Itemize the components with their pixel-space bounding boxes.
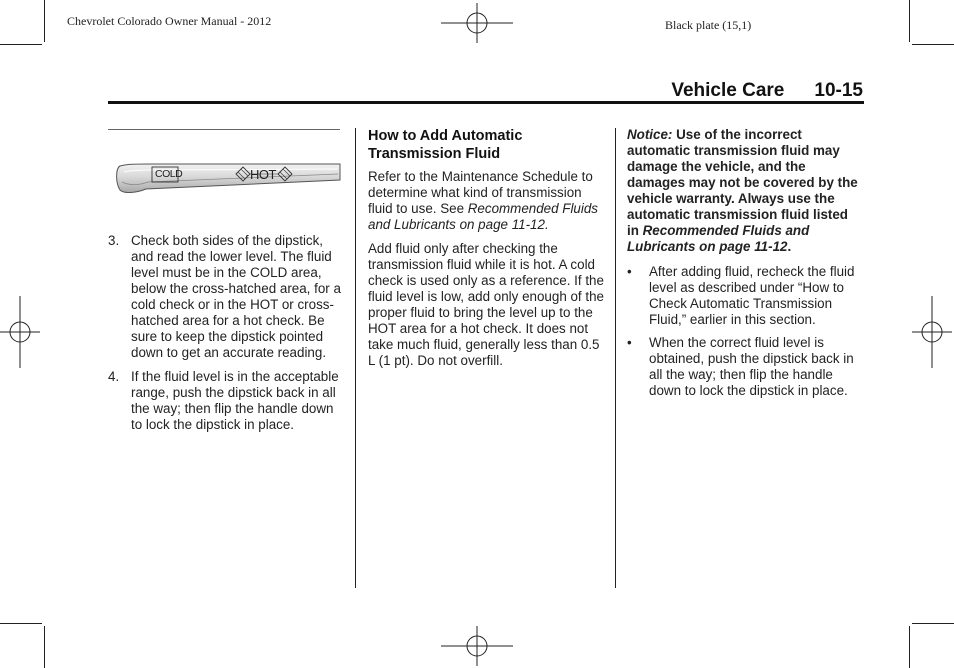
- dipstick-cold-label: COLD: [155, 168, 183, 180]
- crop-mark-top-right-h: [912, 44, 954, 45]
- notice-reference: Recommended Fluids and Lubricants on page 11-12: [627, 223, 810, 254]
- registration-mark-right-icon: [912, 296, 952, 368]
- bullet-item: [627, 264, 863, 328]
- add-fluid-p1-text: Refer to the Maintenance Schedule to determine what kind of transmission fluid to use. See: [368, 169, 593, 216]
- notice-text: Use of the incorrect automatic transmission fluid may damage the vehicle, and the damages may not be covered by the vehicle warranty. Always use the automatic transmission fluid listed in: [627, 127, 858, 238]
- add-fluid-section: [368, 127, 608, 377]
- dipstick-illustration: [112, 152, 342, 202]
- step-item: [108, 369, 348, 433]
- column-divider-1: [355, 128, 356, 588]
- step-text: If the fluid level is in the acceptable range, push the dipstick back in all the way; then flip the handle down to lock the dipstick in place.: [131, 369, 339, 432]
- crop-mark-bottom-left-v: [44, 626, 45, 668]
- steps-list: [108, 233, 348, 441]
- registration-mark-top-icon: [441, 3, 513, 43]
- crop-mark-top-right-v: [909, 0, 910, 42]
- notice-paragraph: [627, 127, 863, 255]
- header-rule: [108, 101, 864, 104]
- step-item: [108, 233, 348, 361]
- notice-section: [627, 127, 863, 406]
- registration-mark-left-icon: [0, 296, 40, 368]
- crop-mark-bottom-right-h: [912, 623, 954, 624]
- notice-end: .: [787, 239, 792, 254]
- add-fluid-p1-reference: Recommended Fluids and Lubricants on page 11-12.: [368, 201, 598, 232]
- notice-label: Notice:: [627, 127, 673, 142]
- bullet-text: After adding fluid, recheck the fluid level as described under “How to Check Automatic Transmission Fluid,” earlier in this section.: [649, 264, 855, 327]
- add-fluid-heading: How to Add Automatic Transmission Fluid: [368, 128, 523, 162]
- crop-mark-top-left-h: [0, 44, 42, 45]
- section-title: Vehicle Care: [671, 80, 785, 101]
- crop-mark-bottom-right-v: [909, 626, 910, 668]
- add-fluid-paragraph-1: [368, 169, 608, 233]
- registration-mark-bottom-icon: [441, 626, 513, 666]
- page-number: 10-15: [814, 80, 863, 101]
- bullet-icon: •: [627, 335, 632, 350]
- step-number: 3.: [108, 233, 120, 248]
- column-divider-2: [615, 128, 616, 588]
- dipstick-hot-label: HOT: [250, 167, 276, 182]
- crop-mark-top-left-v: [44, 0, 45, 42]
- bullet-item: [627, 335, 863, 399]
- step-number: 4.: [108, 369, 120, 384]
- print-header-right: Black plate (15,1): [665, 18, 752, 32]
- step-text: Check both sides of the dipstick, and read the lower level. The fluid level must be in the COLD area, below the cross-hatched area, for a cold check or in the HOT or cross-hatched area for a hot check. Be sure to keep the dipstick pointed down to get an accurate reading.: [131, 233, 341, 360]
- bullet-icon: •: [627, 264, 632, 279]
- add-fluid-paragraph-2: Add fluid only after checking the transmission fluid while it is hot. A cold check is used only as a reference. If the fluid level is low, add only enough of the proper fluid to bring the level up to the HOT area for a hot check. It does not take much fluid, generally less than 0.5 L (1 pt). Do not overfill.: [368, 241, 604, 368]
- illustration-top-rule: [108, 129, 340, 130]
- section-header: [600, 80, 863, 102]
- print-header-left: Chevrolet Colorado Owner Manual - 2012: [67, 14, 272, 28]
- bullet-text: When the correct fluid level is obtained, push the dipstick back in all the way; then flip the handle down to lock the dipstick in place.: [649, 335, 854, 398]
- crop-mark-bottom-left-h: [0, 623, 42, 624]
